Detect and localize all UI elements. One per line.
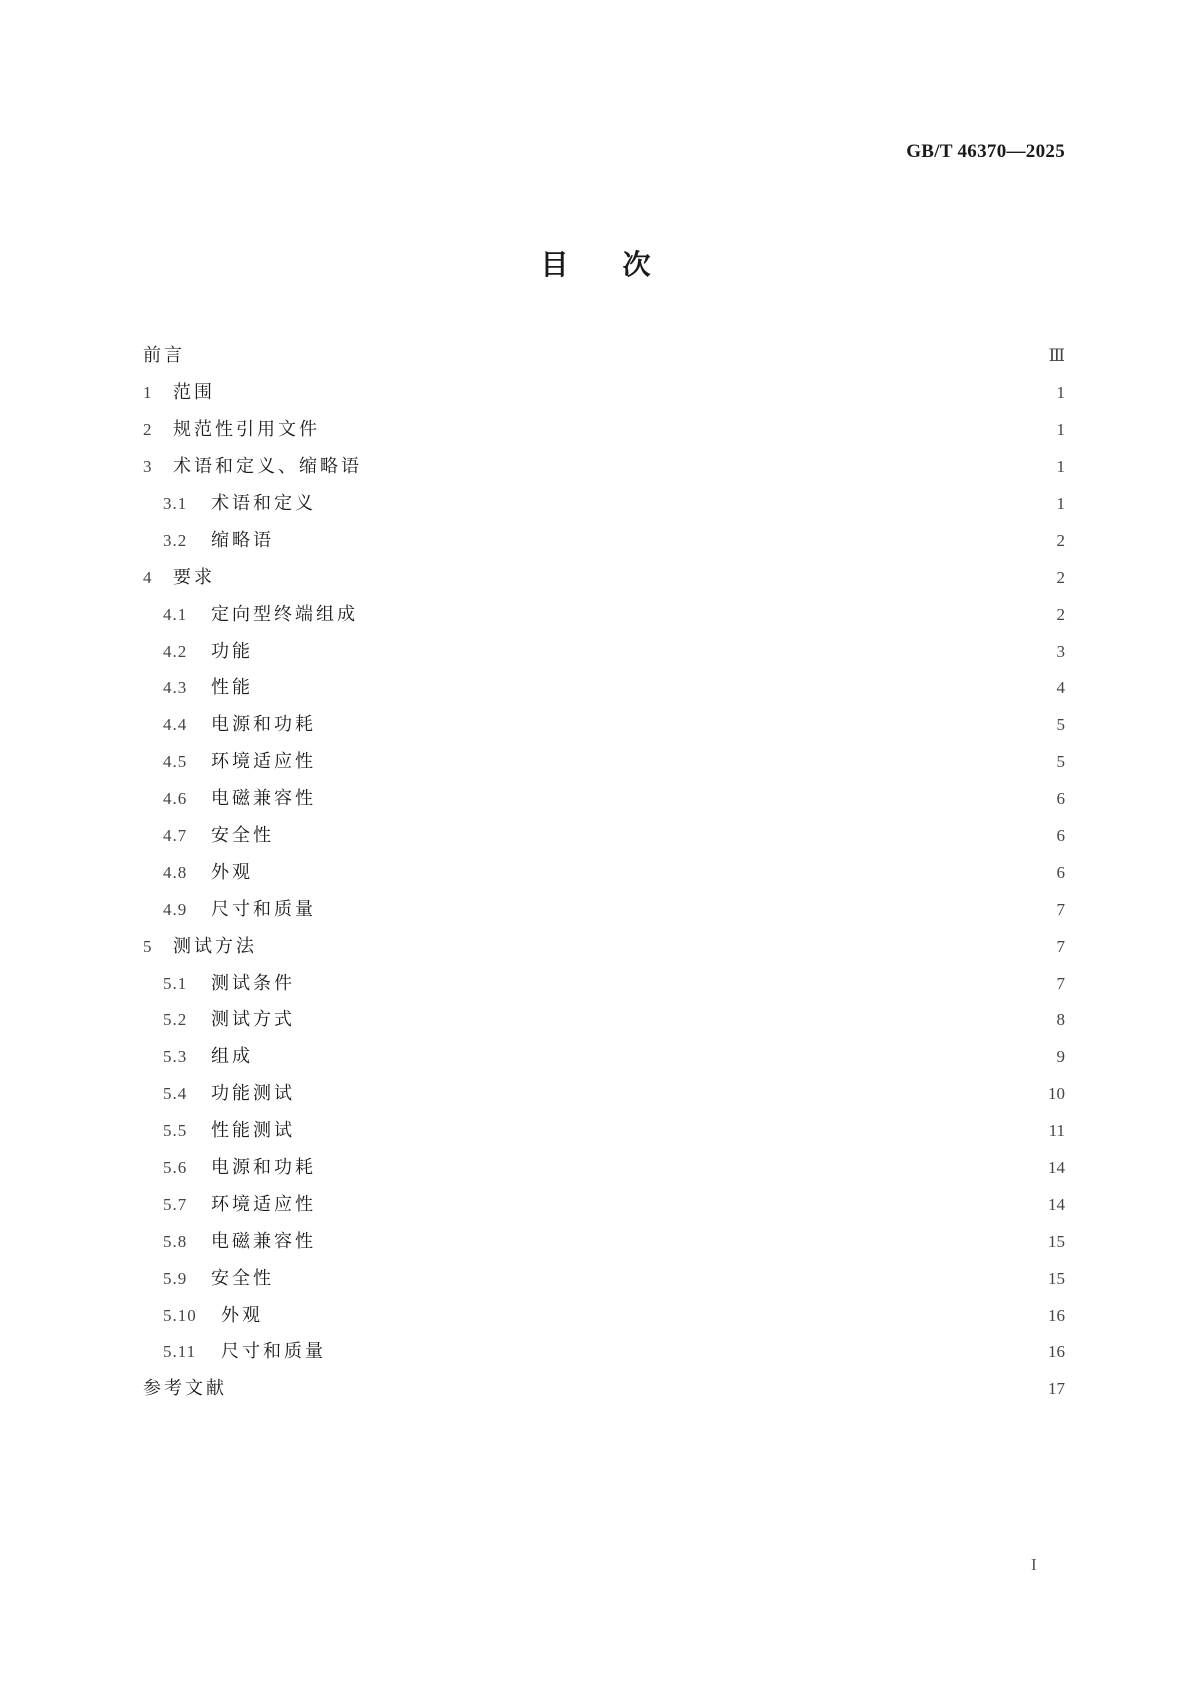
dot-leader [225, 383, 1037, 403]
toc-entry-label: 电源和功耗 [211, 714, 316, 736]
toc-entry[interactable] [143, 1150, 1065, 1187]
toc-entry-label: 要求 [173, 566, 215, 588]
toc-entry[interactable] [143, 818, 1065, 855]
toc-entry[interactable] [143, 375, 1065, 412]
toc-entry-label: 电源和功耗 [211, 1157, 316, 1179]
dot-leader [273, 1306, 1037, 1326]
toc-entry[interactable] [143, 928, 1065, 965]
toc-entry-number: 3.1 [163, 494, 188, 513]
toc-entry-page: 9 [1056, 1047, 1065, 1067]
dot-leader [267, 937, 1037, 957]
toc-entry-page: 15 [1048, 1268, 1065, 1288]
toc-entry-page: 14 [1048, 1158, 1065, 1178]
toc-entry-number: 4 [143, 567, 153, 587]
toc-entry-number: 5.7 [163, 1194, 188, 1214]
toc-entry[interactable] [143, 522, 1065, 559]
dot-leader [263, 863, 1037, 883]
toc-entry[interactable] [143, 338, 1065, 375]
toc-entry-number: 5.3 [163, 1047, 188, 1067]
document-code: GB/T 46370—2025 [906, 141, 1065, 162]
toc-entry-page: 1 [1056, 457, 1065, 477]
dot-leader [326, 715, 1037, 735]
dot-leader [326, 1158, 1037, 1178]
toc-entry[interactable] [143, 1260, 1065, 1297]
toc-entry-label: 术语和定义、缩略语 [173, 456, 362, 478]
toc-entry-number: 4.5 [163, 752, 188, 772]
toc-entry-label: 电磁兼容性 [211, 788, 316, 810]
dot-leader [368, 605, 1037, 625]
dot-leader [263, 678, 1037, 698]
dot-leader [326, 1232, 1037, 1252]
toc-entry-label: 定向型终端组成 [211, 603, 358, 625]
dot-leader [195, 346, 1037, 366]
toc-entry[interactable] [143, 891, 1065, 928]
toc-entry-page: 5 [1056, 752, 1065, 772]
toc-entry-label: 环境适应性 [211, 751, 316, 773]
toc-entry-label: 尺寸和质量 [221, 1341, 326, 1363]
dot-leader [305, 1084, 1037, 1104]
toc-entry[interactable] [143, 854, 1065, 891]
dot-leader [263, 1047, 1037, 1067]
page-number: I [1031, 1555, 1037, 1574]
toc-entry-page: 10 [1048, 1084, 1065, 1104]
toc-entry-page: 2 [1056, 567, 1065, 587]
toc-entry[interactable] [143, 559, 1065, 596]
toc-entry[interactable] [143, 633, 1065, 670]
toc-entry[interactable] [143, 412, 1065, 449]
toc-entry[interactable] [143, 1076, 1065, 1113]
toc-entry-label: 测试方式 [211, 1009, 295, 1031]
toc-entry-label: 性能测试 [211, 1120, 295, 1142]
toc-entry-label: 缩略语 [211, 529, 274, 551]
toc-entry[interactable] [143, 707, 1065, 744]
dot-leader [284, 826, 1037, 846]
dot-leader [326, 752, 1037, 772]
toc-entry-page: 7 [1056, 973, 1065, 993]
toc-entry-label: 前言 [143, 345, 185, 367]
dot-leader [330, 420, 1037, 440]
toc-entry-page: 6 [1056, 789, 1065, 809]
toc-entry[interactable] [143, 1186, 1065, 1223]
toc-entry-label: 功能测试 [211, 1083, 295, 1105]
toc-entry-number: 4.3 [163, 678, 188, 698]
toc-entry-label: 电磁兼容性 [211, 1230, 316, 1252]
toc-entry-number: 1 [143, 383, 153, 403]
toc-entry-label: 测试条件 [211, 972, 295, 994]
dot-leader [237, 1379, 1037, 1399]
toc-entry-page: 14 [1048, 1194, 1065, 1214]
toc-entry-page: 6 [1056, 862, 1065, 882]
dot-leader [326, 1195, 1037, 1215]
toc-entry-number: 4.1 [163, 604, 188, 624]
toc-entry-number: 4.7 [163, 826, 188, 846]
toc-entry-number: 5.10 [163, 1305, 197, 1325]
toc-entry-page: 17 [1048, 1379, 1065, 1399]
toc-entry-number: 4.9 [163, 899, 188, 919]
dot-leader [263, 642, 1037, 662]
toc-entry-number: 4.4 [163, 715, 188, 735]
toc-entry-label: 安全性 [211, 1267, 274, 1289]
toc-entry[interactable] [143, 596, 1065, 633]
toc-entry-page: 16 [1048, 1342, 1065, 1362]
toc-entry-number: 5 [143, 936, 153, 956]
toc-entry-label: 安全性 [211, 825, 274, 847]
toc-entry-number: 2 [143, 420, 153, 440]
toc-entry-label: 环境适应性 [211, 1193, 316, 1215]
toc-entry-page: 4 [1056, 678, 1065, 698]
toc-entry-page: 1 [1056, 383, 1065, 403]
toc-entry-number: 5.2 [163, 1010, 188, 1030]
toc-entry-page: 16 [1048, 1305, 1065, 1325]
toc-entry-number: 4.8 [163, 862, 188, 882]
toc-entry[interactable] [143, 1039, 1065, 1076]
dot-leader [372, 457, 1037, 477]
toc-entry-label: 测试方法 [173, 935, 257, 957]
toc-entry-page: 2 [1056, 604, 1065, 624]
dot-leader [326, 789, 1037, 809]
toc-entry[interactable] [143, 1297, 1065, 1334]
toc-entry-label: 规范性引用文件 [173, 419, 320, 441]
toc-entry-page: 6 [1056, 826, 1065, 846]
toc-entry-number: 5.9 [163, 1268, 188, 1288]
toc-entry[interactable] [143, 1113, 1065, 1150]
toc-entry-number: 5.11 [163, 1342, 197, 1362]
dot-leader [326, 900, 1037, 920]
toc-entry-label: 范围 [173, 382, 215, 404]
toc-entry-page: 5 [1056, 715, 1065, 735]
toc-entry[interactable] [143, 744, 1065, 781]
toc-entry-number: 5.4 [163, 1084, 188, 1104]
toc-entry-label: 性能 [211, 677, 253, 699]
toc-entry[interactable] [143, 1002, 1065, 1039]
toc-entry-page: 15 [1048, 1231, 1065, 1251]
toc-title: 目次 [540, 248, 705, 281]
toc-entry[interactable] [143, 1371, 1065, 1408]
toc-entry-page: 3 [1056, 641, 1065, 661]
dot-leader [305, 1010, 1037, 1030]
table-of-contents [143, 338, 1065, 1408]
toc-entry-page: 7 [1056, 936, 1065, 956]
toc-entry-page: 1 [1056, 420, 1065, 440]
toc-entry-label: 术语和定义 [211, 493, 316, 514]
toc-entry-number: 5.5 [163, 1121, 188, 1141]
toc-entry-number: 5.8 [163, 1231, 188, 1251]
toc-entry-number: 3.2 [163, 530, 188, 550]
toc-entry[interactable] [143, 670, 1065, 707]
toc-entry[interactable] [143, 781, 1065, 818]
dot-leader [225, 568, 1037, 588]
toc-entry-label: 外观 [221, 1304, 263, 1326]
toc-entry[interactable] [143, 486, 1065, 523]
toc-entry-number: 5.6 [163, 1158, 188, 1178]
toc-entry-label: 组成 [211, 1046, 253, 1068]
toc-entry[interactable] [143, 1334, 1065, 1371]
dot-leader [284, 1269, 1037, 1289]
toc-entry-number: 3 [143, 457, 153, 477]
toc-entry[interactable] [143, 965, 1065, 1002]
toc-entry-page: Ⅲ [1048, 346, 1065, 366]
toc-entry-page: 1 [1056, 494, 1065, 513]
toc-entry-page: 8 [1056, 1010, 1065, 1030]
toc-entry-page: 7 [1056, 899, 1065, 919]
dot-leader [305, 1121, 1037, 1141]
toc-entry-label: 功能 [211, 640, 253, 662]
toc-entry[interactable] [143, 449, 1065, 486]
toc-entry-page: 11 [1048, 1121, 1065, 1141]
toc-entry[interactable] [143, 1223, 1065, 1260]
toc-entry-number: 4.2 [163, 641, 188, 661]
toc-entry-page: 2 [1056, 530, 1065, 550]
toc-entry-number: 5.1 [163, 973, 188, 993]
toc-entry-label: 外观 [211, 861, 253, 883]
dot-leader [305, 974, 1037, 994]
toc-entry-label: 参考文献 [143, 1378, 227, 1400]
dot-leader [284, 531, 1037, 551]
dot-leader [326, 494, 1037, 514]
toc-entry-label: 尺寸和质量 [211, 898, 316, 920]
toc-entry-number: 4.6 [163, 789, 188, 809]
dot-leader [336, 1342, 1037, 1362]
